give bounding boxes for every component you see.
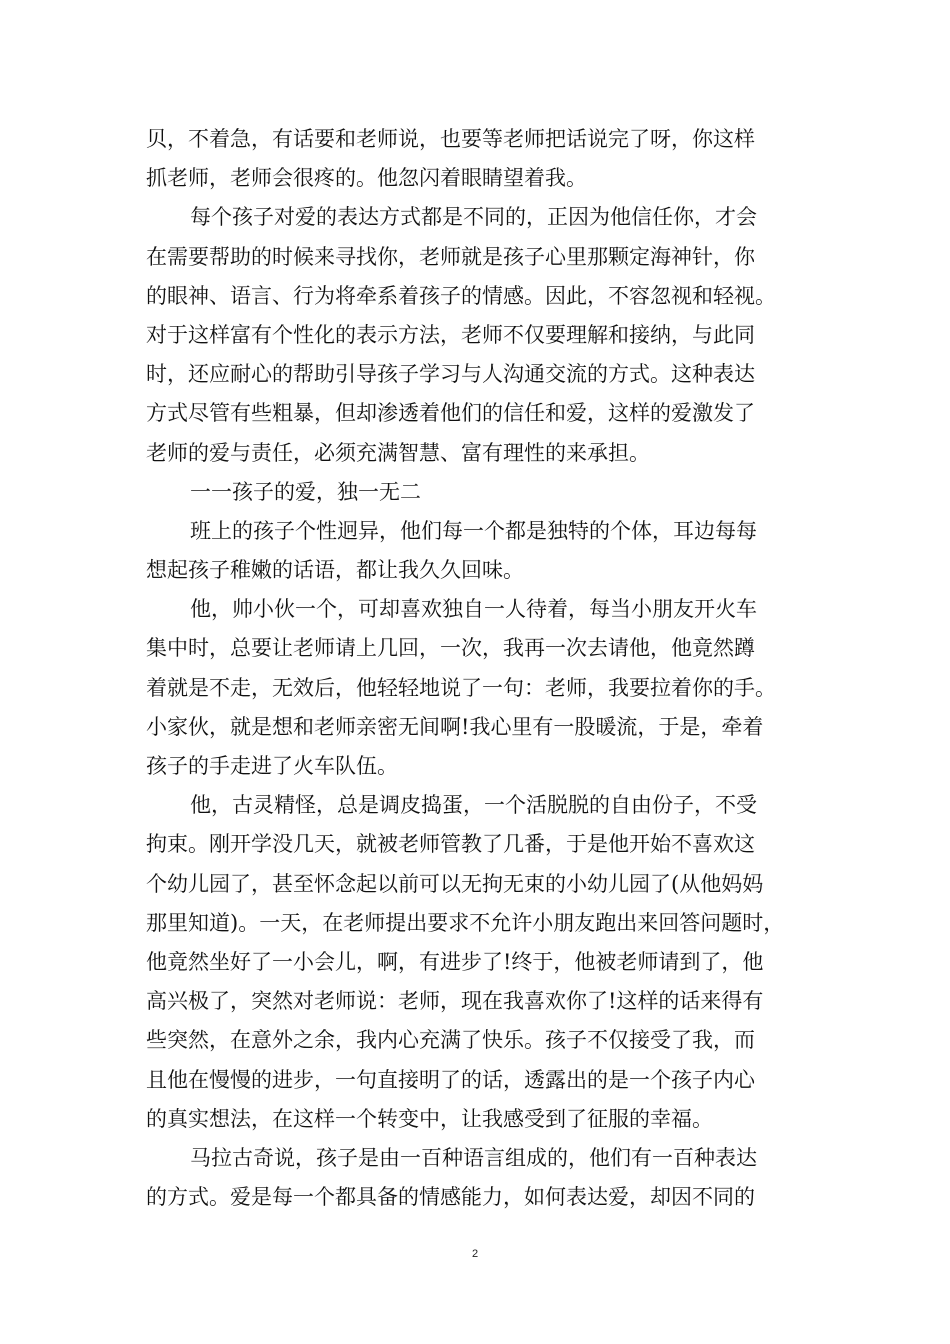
text-line: 贝，不着急，有话要和老师说，也要等老师把话说完了呀，你这样 xyxy=(146,127,755,151)
text-line: 他竟然坐好了一小会儿，啊，有进步了!终于，他被老师请到了，他 xyxy=(146,949,764,974)
text-line: 的真实想法，在这样一个转变中，让我感受到了征服的幸福。 xyxy=(146,1106,713,1131)
section-heading: 一一孩子的爱，独一无二 xyxy=(190,479,421,504)
text-line: 集中时，总要让老师请上几回，一次，我再一次去请他，他竟然蹲 xyxy=(146,636,755,661)
paragraph-start-line: 班上的孩子个性迥异，他们每一个都是独特的个体，耳边每每 xyxy=(190,518,757,543)
page-number: 2 xyxy=(471,1248,479,1260)
paragraph-start-line: 他，古灵精怪，总是调皮捣蛋，一个活脱脱的自由份子，不受 xyxy=(190,793,757,818)
text-line: 小家伙，就是想和老师亲密无间啊!我心里有一股暖流，于是，牵着 xyxy=(146,714,764,739)
text-line: 老师的爱与责任，必须充满智慧、富有理性的来承担。 xyxy=(146,440,650,465)
text-line: 个幼儿园了，甚至怀念起以前可以无拘无束的小幼儿园了(从他妈妈 xyxy=(146,871,764,896)
text-line: 高兴极了，突然对老师说：老师，现在我喜欢你了!这样的话来得有 xyxy=(146,989,764,1014)
text-line: 时，还应耐心的帮助引导孩子学习与人沟通交流的方式。这种表达 xyxy=(146,362,755,387)
text-line: 的方式。爱是每一个都具备的情感能力，如何表达爱，却因不同的 xyxy=(146,1185,755,1210)
paragraph-start-line: 每个孩子对爱的表达方式都是不同的，正因为他信任你，才会 xyxy=(190,205,757,230)
paragraph-start-line: 马拉古奇说，孩子是由一百种语言组成的，他们有一百种表达 xyxy=(190,1145,757,1170)
paragraph-start-line: 他，帅小伙一个，可却喜欢独自一人待着，每当小朋友开火车 xyxy=(190,597,757,622)
text-line: 对于这样富有个性化的表示方法，老师不仅要理解和接纳，与此同 xyxy=(146,322,755,347)
body-text xyxy=(146,120,826,1217)
text-line: 抓老师，老师会很疼的。他忽闪着眼睛望着我。 xyxy=(146,166,587,191)
text-line: 的眼神、语言、行为将牵系着孩子的情感。因此，不容忽视和轻视。 xyxy=(146,283,776,308)
text-line: 那里知道)。一天，在老师提出要求不允许小朋友跑出来回答问题时， xyxy=(146,910,785,935)
text-line: 在需要帮助的时候来寻找你，老师就是孩子心里那颗定海神针，你 xyxy=(146,244,755,269)
text-line: 且他在慢慢的进步，一句直接明了的话，透露出的是一个孩子内心 xyxy=(146,1067,755,1092)
text-line: 孩子的手走进了火车队伍。 xyxy=(146,754,398,778)
text-line: 方式尽管有些粗暴，但却渗透着他们的信任和爱，这样的爱激发了 xyxy=(146,401,755,426)
text-line: 着就是不走，无效后，他轻轻地说了一句：老师，我要拉着你的手。 xyxy=(146,675,776,700)
text-line: 些突然，在意外之余，我内心充满了快乐。孩子不仅接受了我，而 xyxy=(146,1028,755,1053)
text-line: 拘束。刚开学没几天，就被老师管教了几番，于是他开始不喜欢这 xyxy=(146,832,755,857)
text-line: 想起孩子稚嫩的话语，都让我久久回味。 xyxy=(146,558,524,583)
